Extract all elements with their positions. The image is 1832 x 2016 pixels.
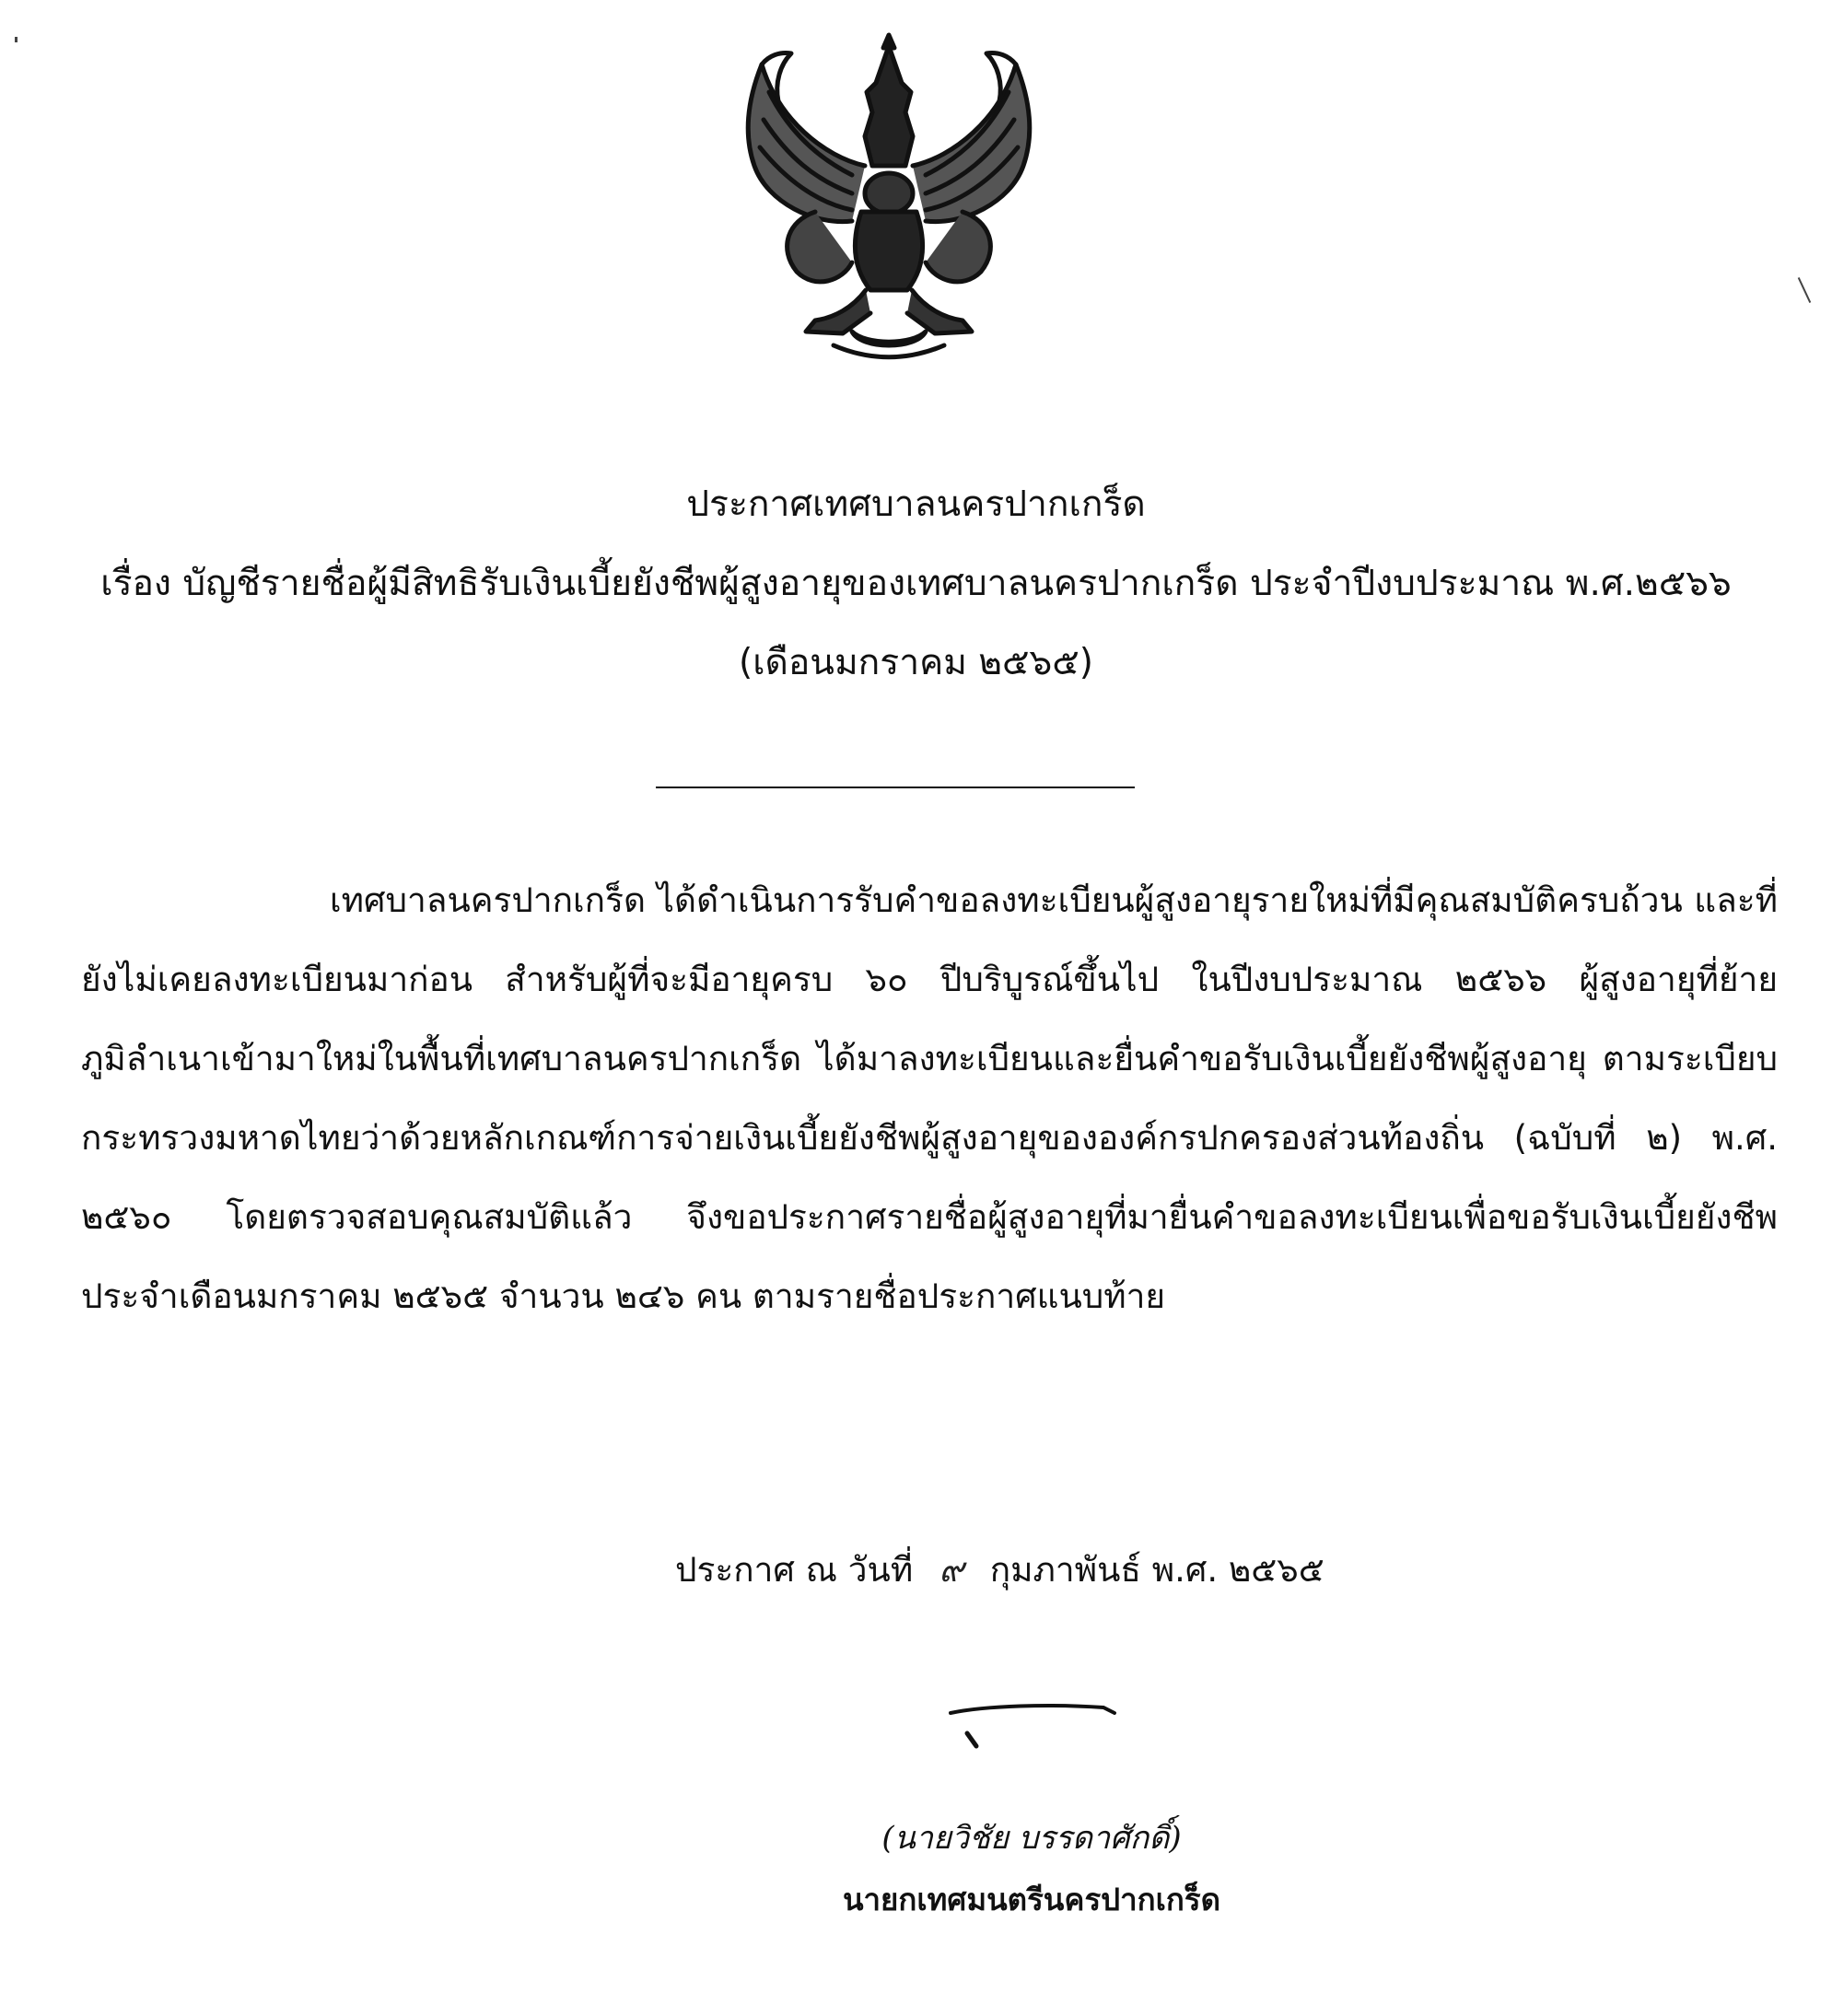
garuda-emblem-icon: [714, 28, 1064, 368]
announcement-date-line: [675, 1543, 1324, 1597]
scan-speck: [15, 37, 18, 42]
signer-position: นายกเทศมนตรีนครปากเกร็ด: [842, 1882, 1221, 1917]
document-heading: [37, 465, 1795, 703]
handwritten-signature: [939, 1693, 1124, 1757]
heading-divider: [656, 787, 1135, 788]
document-subject: เรื่อง บัญชีรายชื่อผู้มีสิทธิรับเงินเบี้ยยังชีพผู้สูงอายุของเทศบาลนครปากเกร็ด ประจำปีงบประมาณ พ.ศ.๒๕๖๖: [100, 563, 1732, 604]
document-title: ประกาศเทศบาลนครปากเกร็ด: [686, 484, 1146, 525]
document-period: (เดือนมกราคม ๒๕๖๕): [738, 642, 1094, 683]
scan-speck: [1798, 277, 1811, 303]
signer-name: (นายวิชัย บรรดาศักดิ์): [881, 1820, 1182, 1857]
announcement-month-year: กุมภาพันธ์ พ.ศ. ๒๕๖๕: [989, 1550, 1324, 1590]
announcement-day: ๙: [939, 1550, 964, 1590]
announcement-prefix: ประกาศ ณ วันที่: [675, 1550, 914, 1590]
body-paragraph: เทศบาลนครปากเกร็ด ได้ดำเนินการรับคำขอลงทะเบียนผู้สูงอายุรายใหม่ที่มีคุณสมบัติครบถ้วน และที่ยังไม่เคยลงทะเบียนมาก่อน สำหรับผู้ที่จะมีอายุครบ ๖๐ ปีบริบูรณ์ขึ้นไป ในปีงบประมาณ ๒๕๖๖ ผู้สูงอายุที่ย้ายภูมิลำเนาเข้ามาใหม่ในพื้นที่เทศบาลนครปากเกร็ด ได้มาลงทะเบียนและยื่นคำขอรับเงินเบี้ยยังชีพผู้สูงอายุ ตามระเบียบกระทรวงมหาดไทยว่าด้วยหลักเกณฑ์การจ่ายเงินเบี้ยยังชีพผู้สูงอายุขององค์กรปกครองส่วนท้องถิ่น (ฉบับที่ ๒) พ.ศ. ๒๕๖๐ โดยตรวจสอบคุณสมบัติแล้ว จึงขอประกาศรายชื่อผู้สูงอายุที่มายื่นคำขอลงทะเบียนเพื่อขอรับเงินเบี้ยยังชีพ ประจำเดือนมกราคม ๒๕๖๕ จำนวน ๒๔๖ คน ตามรายชื่อประกาศแนบท้าย: [81, 880, 1778, 1316]
